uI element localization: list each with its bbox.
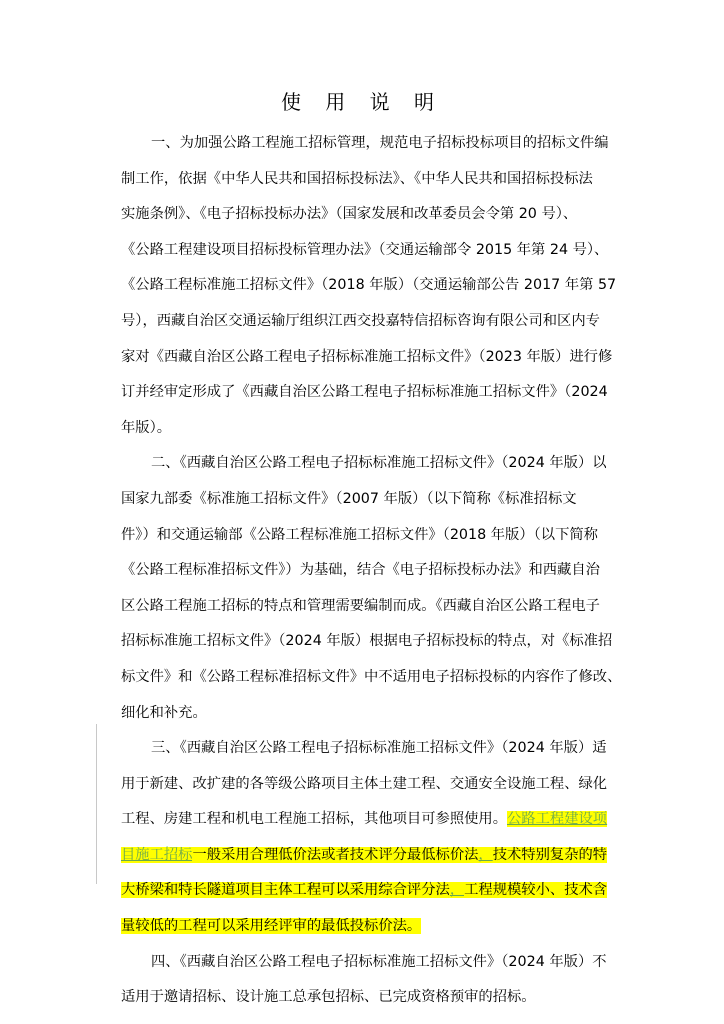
paragraph-1-line: 一、为加强公路工程施工招标管理，规范电子招标投标项目的招标文件编	[151, 135, 609, 151]
paragraph-1-line: 制工作，依据《中华人民共和国招标投标法》、《中华人民共和国招标投标法	[121, 170, 593, 187]
highlighted-text: 一般采用合理低价法或者技术评分最低标价法	[192, 846, 479, 863]
paragraph-2-line: 二、《西藏自治区公路工程电子招标标准施工招标文件》（2024 年版）以	[151, 455, 607, 472]
paragraph-1-line: 实施条例》、《电子招标投标办法》（国家发展和改革委员会令第 20 号）、	[121, 206, 578, 223]
paragraph-4-line: 四、《西藏自治区公路工程电子招标标准施工招标文件》（2024 年版）不	[151, 953, 607, 970]
highlighted-link-text[interactable]: 目施工招标	[121, 846, 193, 863]
paragraph-2-line: 件》）和交通运输部《公路工程标准施工招标文件》（2018 年版）（以下简称	[121, 526, 598, 543]
paragraph-2-line: 《公路工程标准招标文件》）为基础，结合《电子招标投标办法》和西藏自治	[121, 562, 600, 579]
paragraph-1-line: 《公路工程标准施工招标文件》（2018 年版）（交通运输部公告 2017 年第 57	[121, 277, 617, 294]
highlighted-text: 大桥梁和特长隧道项目主体工程可以采用综合评分法	[121, 882, 450, 899]
paragraph-3-line	[121, 838, 621, 874]
paragraph-1-line: 订并经审定形成了《西藏自治区公路工程电子招标标准施工招标文件》（2024	[121, 384, 608, 401]
paragraph-2-line: 标文件》和《公路工程标准招标文件》中不适用电子招标投标的内容作了修改、	[121, 668, 622, 685]
paragraph-2-line: 细化和补充。	[121, 704, 207, 721]
highlighted-link-text[interactable]: ，	[449, 882, 465, 899]
highlighted-text: 工程规模较小、技术含	[464, 882, 608, 899]
highlighted-link-text[interactable]: 公路工程建设项	[507, 811, 608, 828]
paragraph-3-text: 工程、房建工程和机电工程施工招标，其他项目可参照使用。	[121, 811, 508, 828]
paragraph-3-line	[121, 873, 621, 909]
paragraph-2-line: 招标标准施工招标文件》（2024 年版）根据电子招标投标的特点，对《标准招	[121, 633, 613, 650]
paragraph-1-line: 《公路工程建设项目招标投标管理办法》（交通运输部令 2015 年第 24 号）、	[121, 241, 609, 258]
highlighted-link-text[interactable]: ，	[478, 846, 493, 863]
paragraph-3-line	[121, 802, 621, 838]
paragraph-1-line: 家对《西藏自治区公路工程电子招标标准施工招标文件》（2023 年版）进行修	[121, 348, 613, 365]
paragraph-1-line: 号），西藏自治区交通运输厅组织江西交投嘉特信招标咨询有限公司和区内专	[121, 312, 600, 329]
paragraph-2-line: 国家九部委《标准施工招标文件》（2007 年版）（以下简称《标准招标文	[121, 490, 577, 507]
paragraph-1-line: 年版）。	[121, 419, 172, 436]
paragraph-3-line: 用于新建、改扩建的各等级公路项目主体土建工程、交通安全设施工程、绿化	[121, 775, 608, 792]
document-title: 使 用 说 明	[280, 90, 444, 114]
paragraph-4-line: 适用于邀请招标、设计施工总承包招标、已完成资格预审的招标。	[121, 989, 536, 1006]
change-bar	[96, 724, 97, 884]
paragraph-3-line: 三、《西藏自治区公路工程电子招标标准施工招标文件》（2024 年版）适	[151, 740, 607, 757]
paragraph-2-line: 区公路工程施工招标的特点和管理需要编制而成。《西藏自治区公路工程电子	[121, 597, 600, 614]
highlighted-text: 技术特别复杂的特	[492, 846, 608, 863]
paragraph-3-line	[121, 909, 621, 945]
highlighted-text: 量较低的工程可以采用经评审的最低投标价法。	[121, 918, 422, 935]
body-text	[121, 126, 621, 1016]
